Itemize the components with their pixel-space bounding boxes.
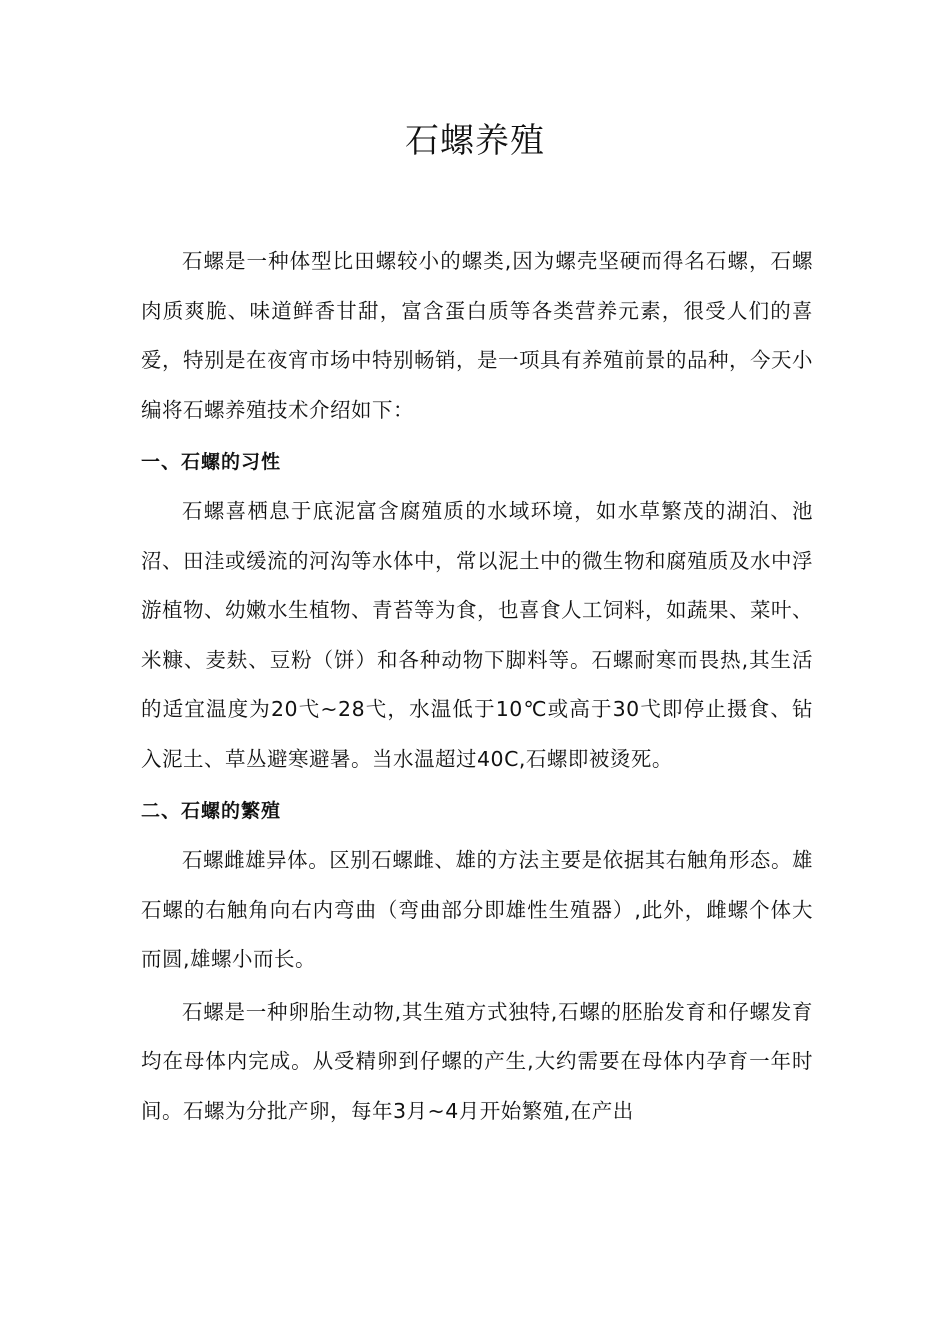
- breeding-paragraph-1: 石螺雌雄异体。区别石螺雌、雄的方法主要是依据其右触角形态。雄石螺的右触角向右内弯曲（弯曲部分即雄性生殖器）,此外，雌螺个体大而圆,雄螺小而长。: [141, 848, 813, 971]
- section-heading-breeding: 二、石螺的繁殖: [141, 800, 282, 822]
- document-title: 石螺养殖: [405, 121, 545, 161]
- habits-paragraph: 石螺喜栖息于底泥富含腐殖质的水域环境，如水草繁茂的湖泊、池沼、田洼或缓流的河沟等水体中，常以泥土中的微生物和腐殖质及水中浮游植物、幼嫩水生植物、青苔等为食，也喜食人工饲料，如蔬果、菜叶、米糠、麦麸、豆粉（饼）和各种动物下脚料等。石螺耐寒而畏热,其生活的适宜温度为20弋~28弋，水温低于10℃或高于30弋即停止摄食、钻入泥土、草丛避寒避暑。当水温超过40C,石螺即被烫死。: [141, 499, 813, 771]
- section-heading-habits: 一、石螺的习性: [141, 451, 282, 473]
- document-body: [141, 237, 813, 1136]
- breeding-paragraph-2: 石螺是一种卵胎生动物,其生殖方式独特,石螺的胚胎发育和仔螺发育均在母体内完成。从受精卵到仔螺的产生,大约需要在母体内孕育一年时间。石螺为分批产卵，每年3月~4月开始繁殖,在产出: [141, 999, 813, 1123]
- intro-paragraph: 石螺是一种体型比田螺较小的螺类,因为螺壳坚硬而得名石螺，石螺肉质爽脆、味道鲜香甘甜，富含蛋白质等各类营养元素，很受人们的喜爱，特别是在夜宵市场中特别畅销，是一项具有养殖前景的品种，今天小编将石螺养殖技术介绍如下：: [141, 249, 813, 422]
